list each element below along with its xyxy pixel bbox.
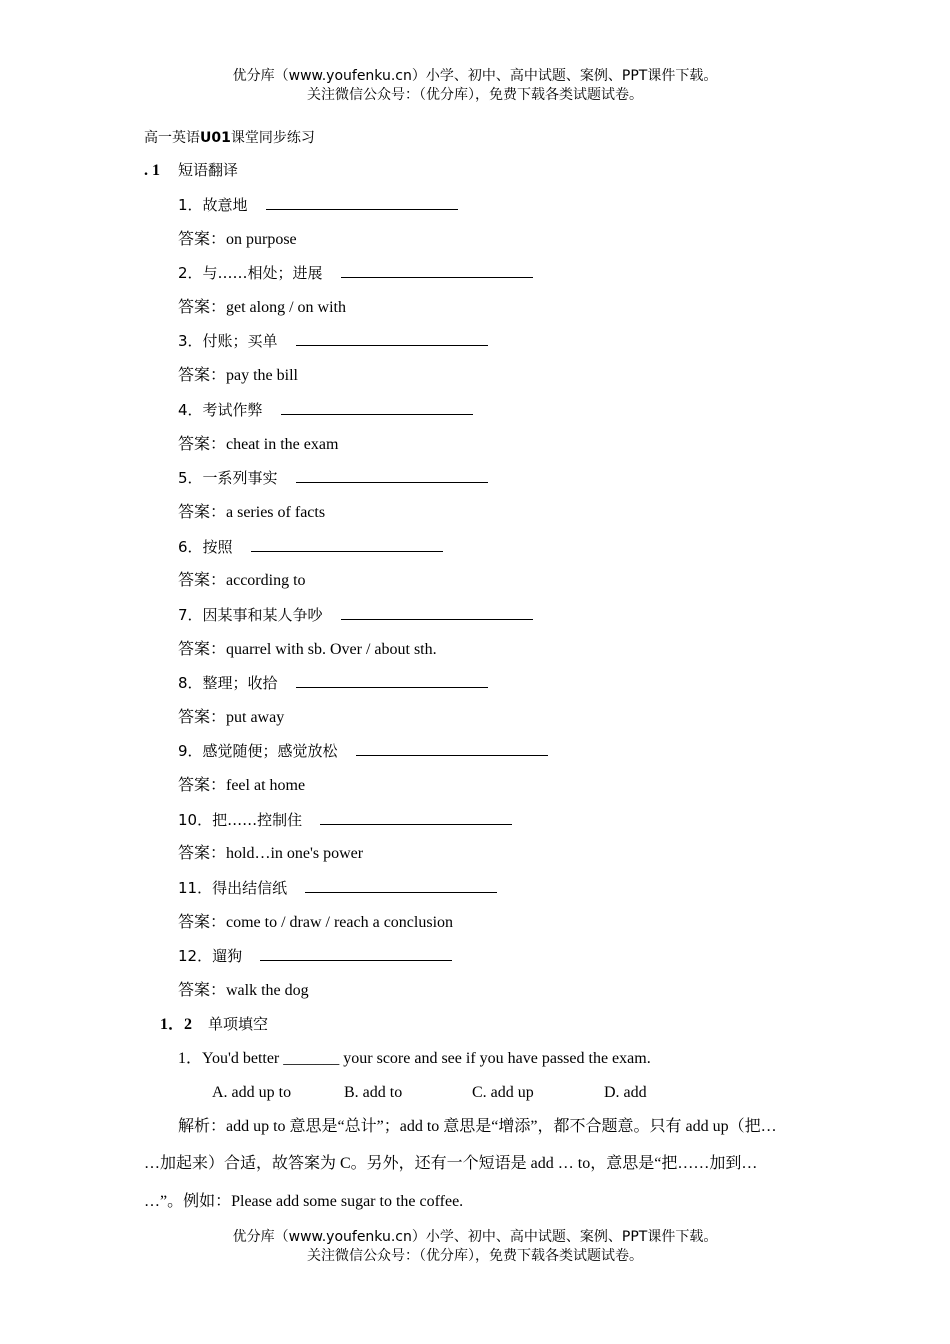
page-footer-line-1: 优分库（www.youfenku.cn）小学、初中、高中试题、案例、PPT课件下载。 <box>232 1229 718 1245</box>
question-7: 7．因某事和某人争吵 <box>178 605 533 625</box>
answer-11: 答案：come to / draw / reach a conclusion <box>178 914 454 931</box>
answer-12: 答案：walk the dog <box>178 982 309 999</box>
answer-10: 答案：hold…in one's power <box>178 845 364 862</box>
mc-option-b: B. add to <box>344 1084 403 1101</box>
question-4: 4．考试作弊 <box>178 400 473 420</box>
section-1-number: . 1 <box>144 162 160 179</box>
question-1: 1．故意地 <box>178 195 458 215</box>
question-3: 3．付账；买单 <box>178 331 488 351</box>
title-unit: U01 <box>200 130 231 146</box>
section-2-number: 1．2 <box>160 1016 193 1033</box>
page-footer-line-2: 关注微信公众号：（优分库），免费下载各类试题试卷。 <box>307 1248 643 1264</box>
question-8: 8．整理；收拾 <box>178 673 488 693</box>
answer-blank <box>356 741 548 756</box>
answer-blank <box>320 810 512 825</box>
page-header-line-2: 关注微信公众号：（优分库），免费下载各类试题试卷。 <box>307 87 643 103</box>
answer-blank <box>341 263 533 278</box>
answer-3: 答案：pay the bill <box>178 367 298 384</box>
section-2-heading <box>160 1014 268 1035</box>
section-1-label: 短语翻译 <box>178 161 239 179</box>
explanation-line-1: 解析：add up to 意思是“总计”；add to 意思是“增添”，都不合题意。只有 add up（把… <box>178 1118 777 1135</box>
explanation-line-2: …加起来）合适，故答案为 C。另外，还有一个短语是 add … to，意思是“把……加到… <box>144 1155 758 1172</box>
mc-option-a: A. add up to <box>212 1084 292 1101</box>
answer-8: 答案：put away <box>178 709 285 726</box>
question-11: 11．得出结信纸 <box>178 878 497 898</box>
document-title <box>144 127 315 147</box>
section-2-label: 单项填空 <box>208 1015 269 1033</box>
answer-blank <box>296 673 488 688</box>
question-6: 6．按照 <box>178 537 443 557</box>
answer-blank <box>281 400 473 415</box>
question-2: 2．与……相处；进展 <box>178 263 533 283</box>
question-10: 10．把……控制住 <box>178 810 512 830</box>
mc-option-c: C. add up <box>472 1084 534 1101</box>
answer-blank <box>341 605 533 620</box>
question-12: 12．遛狗 <box>178 946 452 966</box>
mc-question-1: 1．You'd better _______ your score and see if you have passed the exam. <box>178 1050 651 1067</box>
answer-blank <box>260 946 452 961</box>
answer-4: 答案：cheat in the exam <box>178 436 339 453</box>
answer-blank <box>266 195 458 210</box>
answer-6: 答案：according to <box>178 572 306 589</box>
answer-blank <box>296 331 488 346</box>
section-1-heading <box>144 160 238 181</box>
title-prefix: 高一英语 <box>144 130 200 146</box>
answer-blank <box>305 878 497 893</box>
mc-option-d: D. add <box>604 1084 647 1101</box>
answer-blank <box>296 468 488 483</box>
title-suffix: 课堂同步练习 <box>230 130 315 146</box>
question-5: 5．一系列事实 <box>178 468 488 488</box>
page-header-line-1: 优分库（www.youfenku.cn）小学、初中、高中试题、案例、PPT课件下载。 <box>232 68 718 84</box>
answer-7: 答案：quarrel with sb. Over / about sth. <box>178 641 437 658</box>
answer-2: 答案：get along / on with <box>178 299 346 316</box>
answer-9: 答案：feel at home <box>178 777 306 794</box>
answer-blank <box>251 537 443 552</box>
question-9: 9．感觉随便；感觉放松 <box>178 741 548 761</box>
answer-5: 答案：a series of facts <box>178 504 326 521</box>
explanation-line-3: …”。例如：Please add some sugar to the coffee. <box>144 1193 464 1210</box>
answer-1: 答案：on purpose <box>178 231 297 248</box>
